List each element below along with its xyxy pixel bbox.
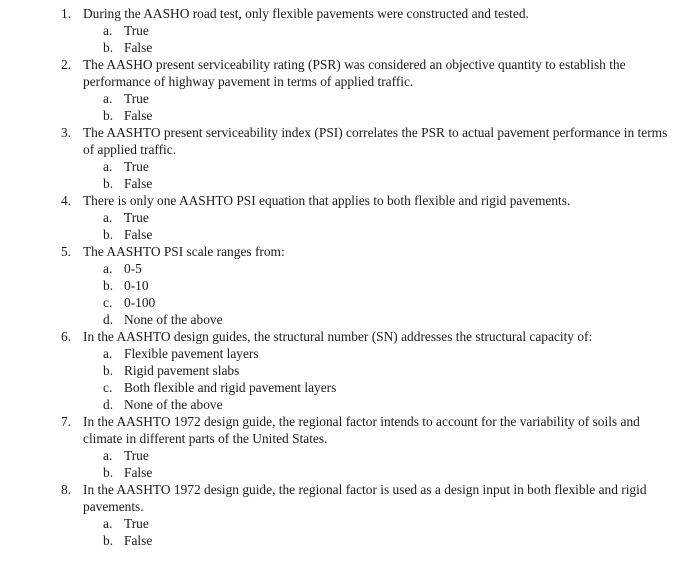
- option-letter: b.: [103, 465, 114, 480]
- option-letter: a.: [103, 210, 113, 225]
- question-6: [0, 328, 700, 413]
- option-letter: b.: [103, 533, 114, 548]
- option-letter: a.: [103, 346, 113, 361]
- option-letter: b.: [103, 278, 114, 293]
- question-number: 2.: [61, 57, 72, 72]
- answer-options: [83, 158, 670, 192]
- option-letter: b.: [103, 176, 114, 191]
- answer-option: [83, 39, 670, 56]
- option-letter: d.: [103, 397, 114, 412]
- question-text: In the AASHTO 1972 design guide, the regional factor intends to account for the variability of soils and climate in different parts of the United States.: [83, 414, 640, 446]
- question-text: The AASHTO PSI scale ranges from:: [83, 244, 285, 259]
- option-text: None of the above: [124, 397, 223, 412]
- option-text: True: [124, 516, 149, 531]
- question-5: [0, 243, 700, 328]
- option-text: False: [124, 227, 153, 242]
- answer-options: [83, 90, 670, 124]
- answer-option: [83, 107, 670, 124]
- answer-options: [83, 515, 670, 549]
- answer-option: [83, 362, 670, 379]
- question-number: 1.: [61, 6, 72, 21]
- option-text: False: [124, 176, 153, 191]
- answer-option: [83, 447, 670, 464]
- option-letter: a.: [103, 23, 113, 38]
- question-text: The AASHO present serviceability rating (PSR) was considered an objective quantity to establish the performance of highway pavement in terms of applied traffic.: [83, 57, 626, 89]
- answer-option: [83, 294, 670, 311]
- option-text: True: [124, 23, 149, 38]
- question-number: 6.: [61, 329, 72, 344]
- question-number: 4.: [61, 193, 72, 208]
- answer-option: [83, 311, 670, 328]
- answer-option: [83, 175, 670, 192]
- answer-options: [83, 22, 670, 56]
- question-text: The AASHTO present serviceability index (PSI) correlates the PSR to actual pavement performance in terms of applied traffic.: [83, 125, 668, 157]
- question-7: [0, 413, 700, 481]
- option-text: False: [124, 40, 153, 55]
- option-letter: a.: [103, 91, 113, 106]
- answer-options: [83, 260, 670, 328]
- answer-option: [83, 345, 670, 362]
- option-letter: a.: [103, 261, 113, 276]
- option-text: True: [124, 91, 149, 106]
- option-letter: b.: [103, 227, 114, 242]
- option-text: True: [124, 448, 149, 463]
- answer-option: [83, 464, 670, 481]
- option-text: True: [124, 159, 149, 174]
- option-text: Both flexible and rigid pavement layers: [124, 380, 337, 395]
- answer-option: [83, 158, 670, 175]
- option-letter: b.: [103, 40, 114, 55]
- answer-option: [83, 90, 670, 107]
- answer-option: [83, 532, 670, 549]
- question-3: [0, 124, 700, 192]
- option-letter: a.: [103, 516, 113, 531]
- question-8: [0, 481, 700, 549]
- question-4: [0, 192, 700, 243]
- question-text: There is only one AASHTO PSI equation that applies to both flexible and rigid pavements.: [83, 193, 571, 208]
- question-text: In the AASHTO 1972 design guide, the regional factor is used as a design input in both flexible and rigid pavements.: [83, 482, 647, 514]
- answer-option: [83, 277, 670, 294]
- question-2: [0, 56, 700, 124]
- question-text: During the AASHO road test, only flexible pavements were constructed and tested.: [83, 6, 529, 21]
- question-text: In the AASHTO design guides, the structural number (SN) addresses the structural capacity of:: [83, 329, 593, 344]
- option-letter: a.: [103, 448, 113, 463]
- answer-options: [83, 447, 670, 481]
- answer-option: [83, 209, 670, 226]
- option-letter: a.: [103, 159, 113, 174]
- option-text: Flexible pavement layers: [124, 346, 259, 361]
- question-1: [0, 5, 700, 56]
- answer-options: [83, 345, 670, 413]
- option-text: 0-100: [124, 295, 156, 310]
- question-list: [0, 5, 700, 549]
- answer-option: [83, 515, 670, 532]
- option-text: False: [124, 465, 153, 480]
- question-number: 5.: [61, 244, 72, 259]
- option-text: True: [124, 210, 149, 225]
- option-text: 0-10: [124, 278, 149, 293]
- answer-option: [83, 226, 670, 243]
- option-text: Rigid pavement slabs: [124, 363, 240, 378]
- answer-options: [83, 209, 670, 243]
- option-letter: b.: [103, 363, 114, 378]
- option-text: False: [124, 108, 153, 123]
- option-letter: b.: [103, 108, 114, 123]
- question-number: 3.: [61, 125, 72, 140]
- answer-option: [83, 22, 670, 39]
- option-letter: d.: [103, 312, 114, 327]
- option-text: None of the above: [124, 312, 223, 327]
- answer-option: [83, 379, 670, 396]
- option-text: False: [124, 533, 153, 548]
- answer-option: [83, 260, 670, 277]
- question-number: 7.: [61, 414, 72, 429]
- answer-option: [83, 396, 670, 413]
- option-text: 0-5: [124, 261, 142, 276]
- option-letter: c.: [103, 380, 113, 395]
- question-number: 8.: [61, 482, 72, 497]
- option-letter: c.: [103, 295, 113, 310]
